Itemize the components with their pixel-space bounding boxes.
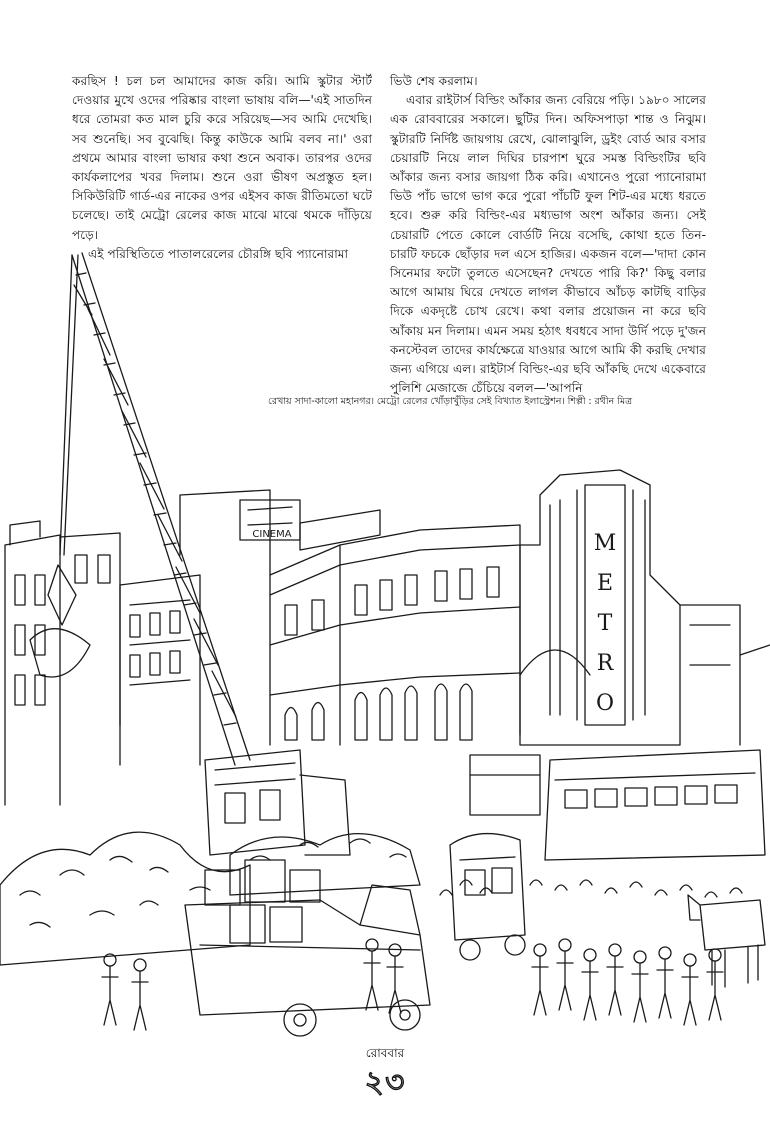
- person: [657, 947, 673, 1018]
- person: [707, 949, 723, 1020]
- illustration-caption: রেখায় সাদা-কালো মহানগর। মেট্রো রেলের খোঁড়াখুঁড়ির সেই বিখ্যাত ইলাস্ট্রেশন। শিল্পী : রথীন মিত্র: [268, 396, 633, 407]
- person: [607, 944, 623, 1015]
- person: [557, 939, 573, 1010]
- article-paragraph: ভিউ শেষ করলাম।: [390, 74, 478, 88]
- rickshaw: [450, 834, 525, 960]
- left-building: [5, 521, 120, 805]
- metro-construction-illustration: [0, 245, 770, 1045]
- person: [387, 944, 403, 1013]
- article-paragraph: এবার রাইটার্স বিল্ডিং আঁকার জন্য বেরিয়ে পড়ি। ১৯৮০ সালের এক রোববারের সকালে। ছুটির দিন। অফিসপাড়া শান্ত ও নিঝুম। স্কুটারটি নির্দিষ্ট জায়গায় রেখে, ঝোলাঝুলি, ড্রইং বোর্ড আর বসার চেয়ারটি নিয়ে লাল দিঘির চারপাশ ঘুরে সমস্ত বিল্ডিংটির ছবি আঁকার জন্য বসার জায়গা ঠিক করি। এখানেও পুরো প্যানোরামা ভিউ পাঁচ ভাগে ভাগ করে পুরো পাঁচটি ফুল শিট-এর মধ্যে ধরতে হবে। শুরু করি বিল্ডিং-এর মধ্যভাগ অংশ আঁকার জন্য। সেই চেয়ারটি পেতে কোলে বোর্ডটি নিয়ে বসেছি, কোথা হতে তিন-চারটি ফচকে ছোঁড়ার দল এসে হাজির। একজন বলে—'দাদা কোন সিনেমার ফটো তুলতে এসেছেন? দেখতে পারি কি?' কিছু বলার আগে আমায় ঘিরে দেখতে লাগল কীভাবে আঁচড় কাটছি বাড়ির দিকে একদৃষ্টে চোখ রেখে। কথা বলার প্রয়োজন না করে ছবি আঁকায় মন দিলাম। এমন সময় হঠাৎ ধবধবে সাদা উর্দি পড়ে দু'জন কনস্টেবল তাদের কার্যক্ষেত্রে যাওয়ার আগে আমি কী করছি দেখার জন্য এগিয়ে এল। রাইটার্স বিল্ডিং-এর ছবি আঁকছি দেখে একেবারে পুলিশি মেজাজে চেঁচিয়ে বলল—'আপনি: [390, 93, 706, 396]
- person: [582, 949, 598, 1020]
- crane: [30, 253, 350, 855]
- person: [102, 954, 118, 1025]
- person: [132, 959, 148, 1030]
- metro-cinema-building: [520, 470, 770, 745]
- metro-sign-letter: T: [597, 611, 613, 636]
- article-left-column: [72, 72, 372, 264]
- metro-sign-letter: R: [596, 651, 614, 676]
- metro-sign: [594, 531, 617, 716]
- person: [682, 954, 698, 1025]
- metro-sign-letter: M: [593, 531, 617, 556]
- metro-sign-letter: E: [596, 571, 614, 596]
- page-number: ২৩: [364, 1065, 406, 1100]
- person: [632, 951, 648, 1022]
- bus: [470, 750, 765, 860]
- metro-sign-letter: O: [595, 691, 615, 716]
- cinema-sign: CINEMA: [252, 529, 292, 540]
- article-paragraph: করছিস ! চল চল আমাদের কাজ করি। আমি স্কুটার স্টার্ট দেওয়ার মুখে ওদের পরিষ্কার বাংলা ভাষায় বলি—'এই সাতদিন ধরে তোমরা কত মাল চুরি করে সরিয়েছ—সব আমি দেখেছি। সব শুনেছি। সব বুঝেছি। কিন্তু কাউকে আমি বলব না।' ওরা প্রথমে আমার বাংলা ভাষার কথা শুনে অবাক। তারপর ওদের কার্যকলাপের খবর দিলাম। শুনে ওরা ভীষণ অপ্রস্তুত হল। সিকিউরিটি গার্ড-এর নাকের ওপর এইসব কাজ রীতিমতো ঘটে চলেছে। তাই মেট্রো রেলের কাজ মাঝে মাঝে থমকে দাঁড়িয়ে পড়ে।: [72, 74, 372, 242]
- article-paragraph: এই পরিস্থিতিতে পাতালরেলের চৌরঙ্গি ছবি প্যানোরামা: [88, 246, 349, 261]
- cow: [688, 895, 765, 987]
- corner-building: [270, 510, 520, 745]
- person: [532, 944, 548, 1015]
- crowd: [102, 880, 742, 1030]
- magazine-name: রোববার: [365, 1046, 405, 1060]
